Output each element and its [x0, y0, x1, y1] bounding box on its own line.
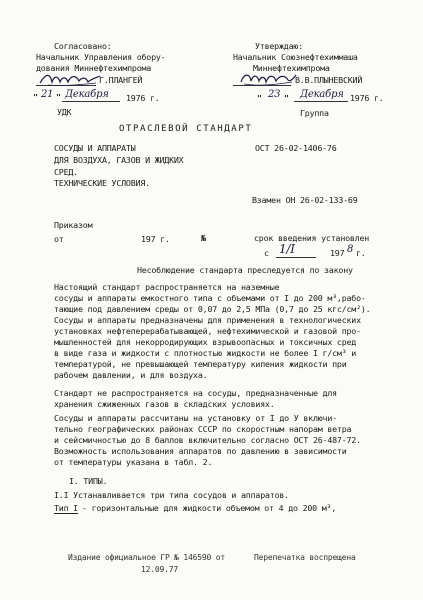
body-line-11: хранения сжиженных газов в складских условиях. — [54, 399, 275, 409]
approval-left-quote-close: " — [56, 92, 61, 102]
approval-right-name: В.В.ПЛЫНЕВСКИЙ — [295, 75, 363, 85]
approval-left-date-day: 21 — [41, 89, 54, 100]
effective-from-label: с — [264, 248, 269, 258]
type-1-text: - горизонтальные для жидкости объемом от 4 до 200 м³, — [82, 503, 337, 513]
order-number-sign: № — [201, 233, 206, 243]
body-line-7: в виде газа и жидкости с плотностью жидкости не более I г/см³ и — [54, 348, 357, 358]
footer-reprint-note: Перепечатка воспрещена — [254, 553, 356, 562]
approval-right-date-month: Декабря — [300, 89, 344, 100]
body-line-2: сосуды и аппараты емкостного типа с объемами от I до 200 м³,рабо- — [54, 293, 366, 303]
approval-left-name: Г.ПЛАНГЕЙ — [99, 75, 143, 85]
title-line-1: СОСУДЫ И АППАРАТЫ — [54, 143, 136, 153]
title-line-4: ТЕХНИЧЕСКИЕ УСЛОВИЯ. — [54, 178, 150, 188]
signature-right-image — [238, 70, 298, 88]
order-label: Приказом — [54, 220, 93, 230]
body-line-12: Сосуды и аппараты рассчитаны на установку от I до У включи- — [54, 413, 337, 423]
body-line-16: от температуры указана в табл. 2. — [54, 457, 213, 467]
approval-right-heading: Утверждаю: — [255, 41, 303, 51]
body-line-10: Стандарт не распространяется на сосуды, предназначенные для — [54, 388, 337, 398]
body-line-5: установках нефтеперерабатывающей, нефтехимической и газовой про- — [54, 326, 361, 336]
type-1-label: Тип I — [54, 503, 78, 513]
body-line-14: и сейсмичностью до 8 баллов включительно согласно ОСТ 26-487-72. — [54, 435, 361, 445]
footer-edition: Издание официальное ГР № 146590 от — [68, 553, 225, 562]
body-line-4: Сосуды и аппараты предназначены для применения в технологических — [54, 315, 361, 325]
effective-year-prefix: 197 — [330, 248, 345, 258]
standard-number: ОСТ 26-02-1406-76 — [255, 143, 337, 153]
signature-left-image — [38, 70, 102, 88]
effective-year-digit: 8 — [347, 244, 354, 255]
approval-right-date-year: 1976 г. — [350, 93, 384, 103]
approval-right-quote-close: " — [284, 93, 289, 103]
clause-1-1: I.I Устанавливается три типа сосудов и аппаратов. — [54, 490, 289, 500]
approval-right-position-line1: Начальник Союзнефтехиммаша — [233, 52, 358, 62]
body-line-6: мышленностей для некорродирующих взрывоопасных и токсичных сред — [54, 337, 357, 347]
approval-left-quote-open: " — [33, 92, 38, 102]
approval-left-position-line2: дования Миннефтехимпрома — [36, 63, 152, 73]
legal-note: Несоблюдение стандарта преследуется по закону — [137, 265, 353, 275]
approval-right-position-line2: Миннефтехимпрома — [253, 63, 330, 73]
body-line-8: температурой, не превышающей температуру кипения жидкости при — [54, 359, 347, 369]
footer-edition-date: 12.09.77 — [141, 565, 178, 574]
body-line-3: тающие под давлением среды от 0,07 до 2,5 МПа (0,7 до 25 кгс/см²). — [54, 304, 371, 314]
order-year: 197 г. — [141, 234, 170, 244]
udk-label: УДК — [57, 107, 72, 117]
body-line-15: Возможность использования аппаратов по давлению в зависимости — [54, 446, 347, 456]
effective-line1: срок введения установлен — [254, 233, 370, 243]
replaces-note: Взамен ОН 26-02-133-69 — [252, 195, 358, 205]
effective-date-handwritten: 1/I — [279, 242, 295, 256]
approval-right-date-day: 23 — [268, 89, 281, 100]
approval-left-date-month: Декабря — [65, 89, 109, 100]
approval-right-quote-open: " — [257, 93, 262, 103]
effective-year-suffix: г. — [356, 248, 366, 258]
group-label: Группа — [300, 108, 329, 118]
section-heading: I. ТИПЫ. — [69, 476, 108, 486]
body-line-13: тельно географических районах СССР по скоростным напорам ветра — [54, 424, 352, 434]
body-line-1: Настоящий стандарт распространяется на наземные — [54, 282, 280, 292]
approval-left-date-year: 1976 г. — [126, 93, 160, 103]
order-from-label: от — [54, 234, 64, 244]
approval-left-heading: Согласовано: — [54, 41, 112, 51]
title-line-2: ДЛЯ ВОЗДУХА, ГАЗОВ И ЖИДКИХ — [54, 155, 184, 165]
title-line-3: СРЕД. — [54, 167, 78, 177]
body-line-9: рабочем давлении, и для воздуха. — [54, 370, 208, 380]
document-type-heading: ОТРАСЛЕВОЙ СТАНДАРТ — [119, 124, 253, 134]
approval-left-position-line1: Начальник Управления обору- — [36, 52, 166, 62]
